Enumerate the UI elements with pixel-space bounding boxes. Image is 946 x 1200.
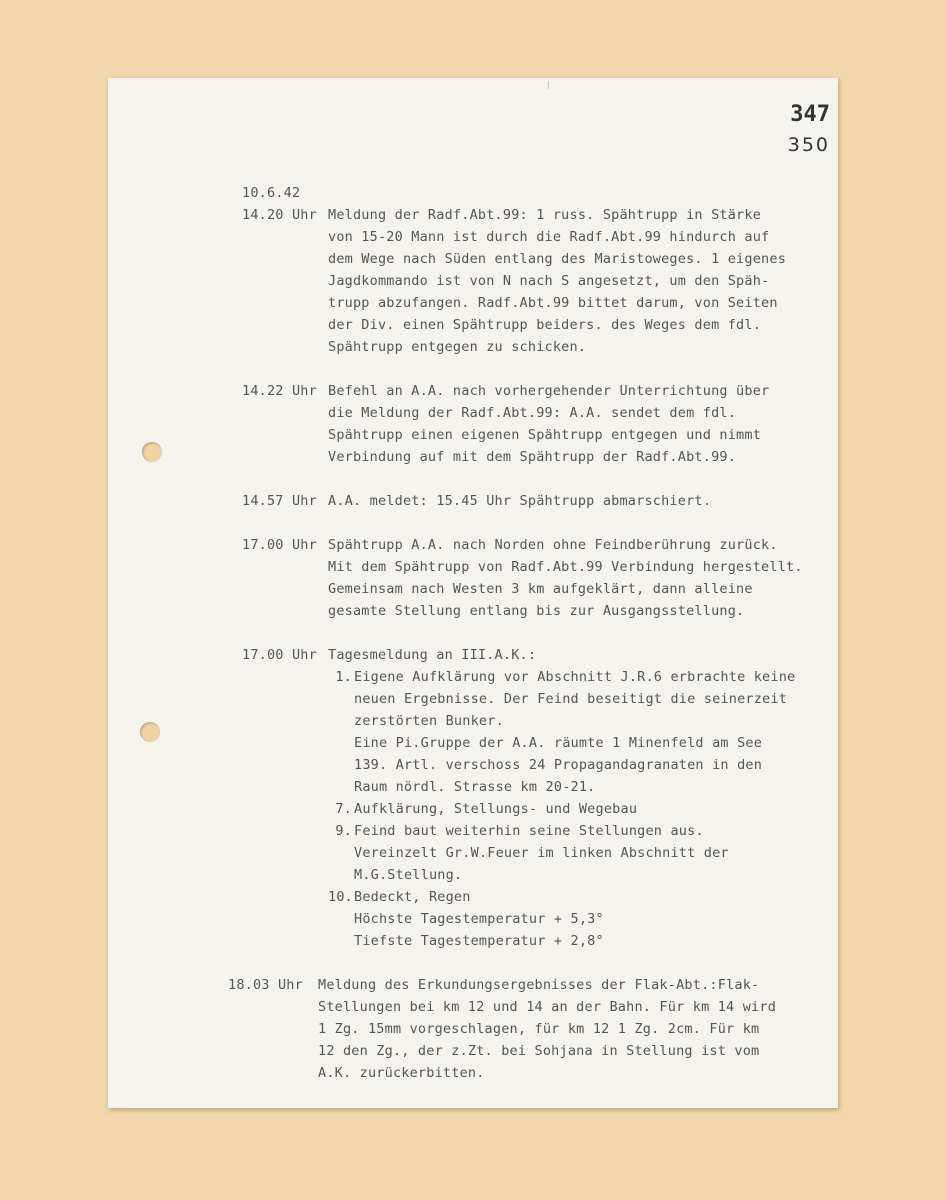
text-line: Höchste Tagestemperatur + 5,3° (354, 911, 604, 927)
top-center-mark (548, 81, 549, 89)
report-date: 10.6.42 (242, 185, 301, 201)
entry-time: 17.00 Uhr (242, 647, 317, 663)
text-line: Raum nördl. Strasse km 20-21. (354, 779, 596, 795)
entry-time: 14.20 Uhr (242, 207, 317, 223)
item-content (354, 666, 795, 798)
text-line: Tiefste Tagestemperatur + 2,8° (354, 933, 604, 949)
text-line: M.G.Stellung. (354, 867, 463, 883)
list-item (328, 820, 803, 886)
text-line: A.A. meldet: 15.45 Uhr Spähtrupp abmarschiert. (328, 493, 712, 509)
entry-time: 14.22 Uhr (242, 383, 317, 399)
entry-1700 (242, 534, 803, 622)
entry-body (328, 204, 803, 358)
text-line: Eigene Aufklärung vor Abschnitt J.R.6 erbrachte keine (354, 669, 796, 685)
tagesmeldung-items (328, 666, 803, 952)
text-line: Mit dem Spähtrupp von Radf.Abt.99 Verbindung hergestellt. (328, 559, 803, 575)
text-line: die Meldung der Radf.Abt.99: A.A. sendet dem fdl. (328, 405, 737, 421)
text-line: Vereinzelt Gr.W.Feuer im linken Abschnitt der (354, 845, 729, 861)
text-line: 1 Zg. 15mm vorgeschlagen, für km 12 1 Zg. 2cm. Für km (318, 1021, 760, 1037)
text-line: zerstörten Bunker. (354, 713, 504, 729)
text-line: Feind baut weiterhin seine Stellungen aus. (354, 823, 704, 839)
text-line: 139. Artl. verschoss 24 Propagandagranaten in den (354, 757, 763, 773)
list-item (328, 798, 803, 820)
text-line: Verbindung auf mit dem Spähtrupp der Radf.Abt.99. (328, 449, 737, 465)
entry-body (328, 644, 803, 952)
punch-hole-bottom (140, 722, 160, 742)
entry-body (318, 974, 803, 1084)
entry-body (328, 490, 803, 512)
text-line: Bedeckt, Regen (354, 889, 471, 905)
text-line: 12 den Zg., der z.Zt. bei Sohjana in Stellung ist vom (318, 1043, 760, 1059)
entry-tagesmeldung (242, 644, 803, 952)
list-item (328, 666, 803, 798)
text-line: gesamte Stellung entlang bis zur Ausgangsstellung. (328, 603, 745, 619)
entry-1803 (228, 974, 803, 1084)
text-line: der Div. einen Spähtrupp beiders. des Weges dem fdl. (328, 317, 762, 333)
document-page (108, 78, 838, 1108)
item-content (354, 820, 729, 886)
text-line: Gemeinsam nach Westen 3 km aufgeklärt, dann alleine (328, 581, 753, 597)
text-line: Befehl an A.A. nach vorhergehender Unterrichtung über (328, 383, 770, 399)
list-item (328, 886, 803, 952)
text-line: Spähtrupp einen eigenen Spähtrupp entgegen und nimmt (328, 427, 762, 443)
text-line: Spähtrupp entgegen zu schicken. (328, 339, 587, 355)
item-number: 10. (328, 889, 353, 905)
entry-time: 14.57 Uhr (242, 493, 317, 509)
text-line: Meldung der Radf.Abt.99: 1 russ. Spähtrupp in Stärke (328, 207, 762, 223)
entry-time: 18.03 Uhr (228, 977, 303, 993)
text-line: trupp abzufangen. Radf.Abt.99 bittet darum, von Seiten (328, 295, 778, 311)
item-content (354, 798, 637, 820)
page-number-stamped: 347 (790, 102, 830, 127)
entry-1420 (242, 204, 803, 358)
text-line: Aufklärung, Stellungs- und Wegebau (354, 801, 638, 817)
text-line: Meldung des Erkundungsergebnisses der Flak-Abt.:Flak- (318, 977, 760, 993)
item-content (354, 886, 604, 952)
punch-hole-top (142, 442, 162, 462)
text-line: dem Wege nach Süden entlang des Maristoweges. 1 eigenes (328, 251, 787, 267)
text-line: Stellungen bei km 12 und 14 an der Bahn. Für km 14 wird (318, 999, 777, 1015)
item-number: 7. (335, 801, 352, 817)
item-number: 1. (335, 669, 352, 685)
entry-body (328, 380, 803, 468)
text-line: Spähtrupp A.A. nach Norden ohne Feindberührung zurück. (328, 537, 778, 553)
page-number-written: 350 (787, 134, 830, 156)
entry-body (328, 534, 803, 622)
text-line: A.K. zurückerbitten. (318, 1065, 485, 1081)
tagesmeldung-heading: Tagesmeldung an III.A.K.: (328, 647, 537, 663)
text-line: neuen Ergebnisse. Der Feind beseitigt die seinerzeit (354, 691, 788, 707)
text-line: Eine Pi.Gruppe der A.A. räumte 1 Minenfeld am See (354, 735, 763, 751)
text-line: von 15-20 Mann ist durch die Radf.Abt.99 hindurch auf (328, 229, 770, 245)
entry-time: 17.00 Uhr (242, 537, 317, 553)
entry-1422 (242, 380, 803, 468)
item-number: 9. (335, 823, 352, 839)
entry-1457 (242, 490, 803, 512)
report-text (228, 182, 803, 1106)
text-line: Jagdkommando ist von N nach S angesetzt, um den Späh- (328, 273, 770, 289)
